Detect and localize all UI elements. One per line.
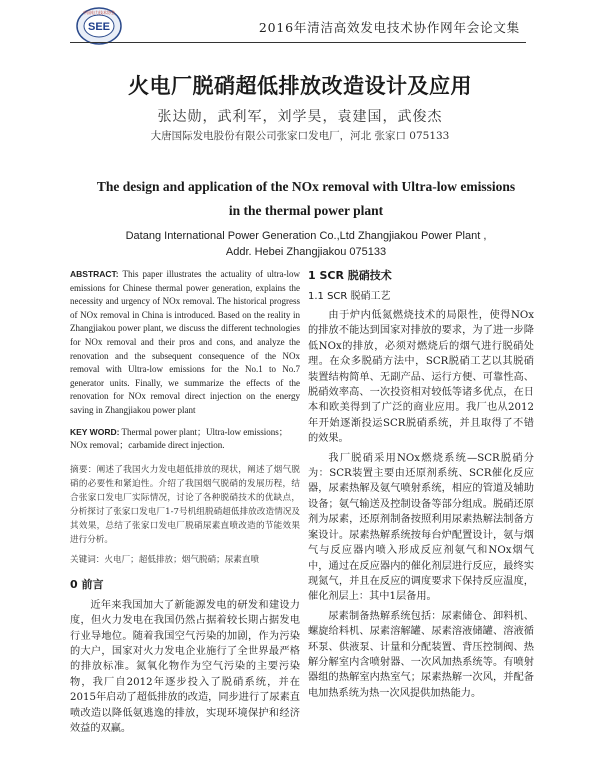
paragraph-2: 我厂脱硝采用NOx燃烧系统—SCR脱硝分为：SCR装置主要由还原剂系统、SCR催化反应器，尿素热解及氨气喷射系统，相应的管道及辅助设备；氨气输送及控制设备等部分组成。脱硝还原剂为尿素，还原剂制备按照利用尿素热解法制备方案设计。尿素热解系统按每台炉配置设计，氨与烟气与反应器内喷入形成反应剂氨气和NOx烟气中，通过在反应器内的催化剂层进行反应，最终实现氮气，并且在反应的调度要求下保持反应温度，催化剂层上：其中1层备用。 [308, 452, 534, 603]
conference-logo [76, 6, 122, 46]
keywords-cn [70, 553, 300, 567]
abstract-cn [70, 463, 300, 547]
affiliation-cn: 大唐国际发电股份有限公司张家口发电厂，河北 张家口 075133 [150, 130, 450, 142]
section-1-heading: 1 SCR 脱硝技术 [308, 269, 392, 282]
abstract-label: ABSTRACT: [70, 269, 119, 279]
affiliation-en: Datang International Power Generation Co.,Ltd Zhangjiakou Power Plant , Addr. Hebei Zhangjiakou 075133 [125, 230, 487, 258]
header-divider [70, 42, 526, 43]
abstract-text: This paper illustrates the actuality of ultra-low emissions for Chinese thermal power generation, explains the necessity and urgency of NOx removal. The historical progress of NOx removal in China is introduced. Based on the reality in Zhangjiakou power plant, we discuss the different technologies for NOx removal and their pros and cons, and analyze the renovation and the subsequent consequence of the NOx removal with Ultra-low emissions for the No.1 to No.7 generator units. Finally, we summarize the effects of the renovation for NOx removal direct injection on the energy saving in Zhangjiakou power plant [70, 269, 301, 415]
right-column [308, 268, 534, 705]
keywords-en [70, 426, 300, 453]
section-0-heading: 0 前言 [70, 577, 104, 591]
section-0-paragraph: 近年来我国加大了新能源发电的研发和建设力度，但火力发电在我国仍然占据着较长期占据发电行业导地位。随着我国空气污染的加剧，作为污染的大户，国家对火力发电企业施行了全世界最严格的排放标准。氮氧化物作为空气污染的主要污染物，我厂自2012年逐步投入了脱硝系统，并在2015年启动了超低排放的改造，同步进行了尿素直喷改造以降低氨逃逸的排放，实现环境保护和经济效益的双赢。 [70, 599, 300, 734]
logo-text: SEE [87, 21, 111, 33]
paper-title-cn: 火电厂脱硝超低排放改造设计及应用 [128, 74, 472, 98]
proceedings-title: 2016年清洁高效发电技术协作网年会论文集 [258, 20, 520, 35]
left-column [70, 268, 300, 740]
abstract-cn-label: 摘要： [70, 464, 97, 475]
abstract-en [70, 268, 300, 418]
paragraph-3: 尿素制备热解系统包括：尿素储仓、卸料机、螺旋给料机、尿素溶解罐、尿素溶液储罐、溶液循环泵、供液泵、计量和分配装置、背压控制阀、热解分解室内含喷射器、一次风加热系统等。有喷射器组的热解室内热室气；尿素热解一次风，并配备电加热系统为热一次风提供加热能力。 [308, 610, 534, 699]
author-list-cn: 张达勋，武利军，刘学昊，袁建国，武俊杰 [157, 109, 443, 125]
keywords-cn-label: 关键词： [70, 554, 105, 565]
page-header [0, 0, 600, 52]
paragraph-1: 由于炉内低氮燃烧技术的局限性，使得NOx的排放不能达到国家对排放的要求，为了进一步降低NOx的排放，必须对燃烧后的烟气进行脱硝处理。在众多脱硝方法中，SCR脱硝工艺以其脱硝装置结构简单、无副产品、运行方便、可靠性高、脱硝效率高、一次投资相对较低等诸多优点，在日本和欧美得到了广泛的商业应用。我厂也从2012年开始逐渐投运SCR脱硝系统，并且取得了不错的效果。 [308, 310, 534, 445]
subsection-1-1-heading: 1.1 SCR 脱硝工艺 [308, 291, 391, 302]
keywords-text: Thermal power plant；Ultra-low emissions；NOx removal；carbamide direct injection. [70, 426, 288, 451]
paper-title-en: The design and application of the NOx removal with Ultra-low emissions in the thermal power plant [96, 179, 516, 218]
abstract-cn-text: 阐述了我国火力发电超低排放的现状，阐述了烟气脱硝的必要性和紧迫性。介绍了我国烟气脱硝的发展历程，结合张家口发电厂实际情况，讨论了各种脱硝技术的优缺点，分析探讨了张家口发电厂1-7号机组脱硝超低排放改造情况及其效果，总结了张家口发电厂脱硝尿素直喷改造的节能效果进行分析。 [70, 464, 300, 545]
logo-ring-text: 中国电力技术协会 [83, 10, 115, 15]
keywords-cn-text: 火电厂；超低排放；烟气脱硝；尿素直喷 [104, 554, 260, 565]
keywords-label: KEY WORD: [70, 426, 120, 437]
